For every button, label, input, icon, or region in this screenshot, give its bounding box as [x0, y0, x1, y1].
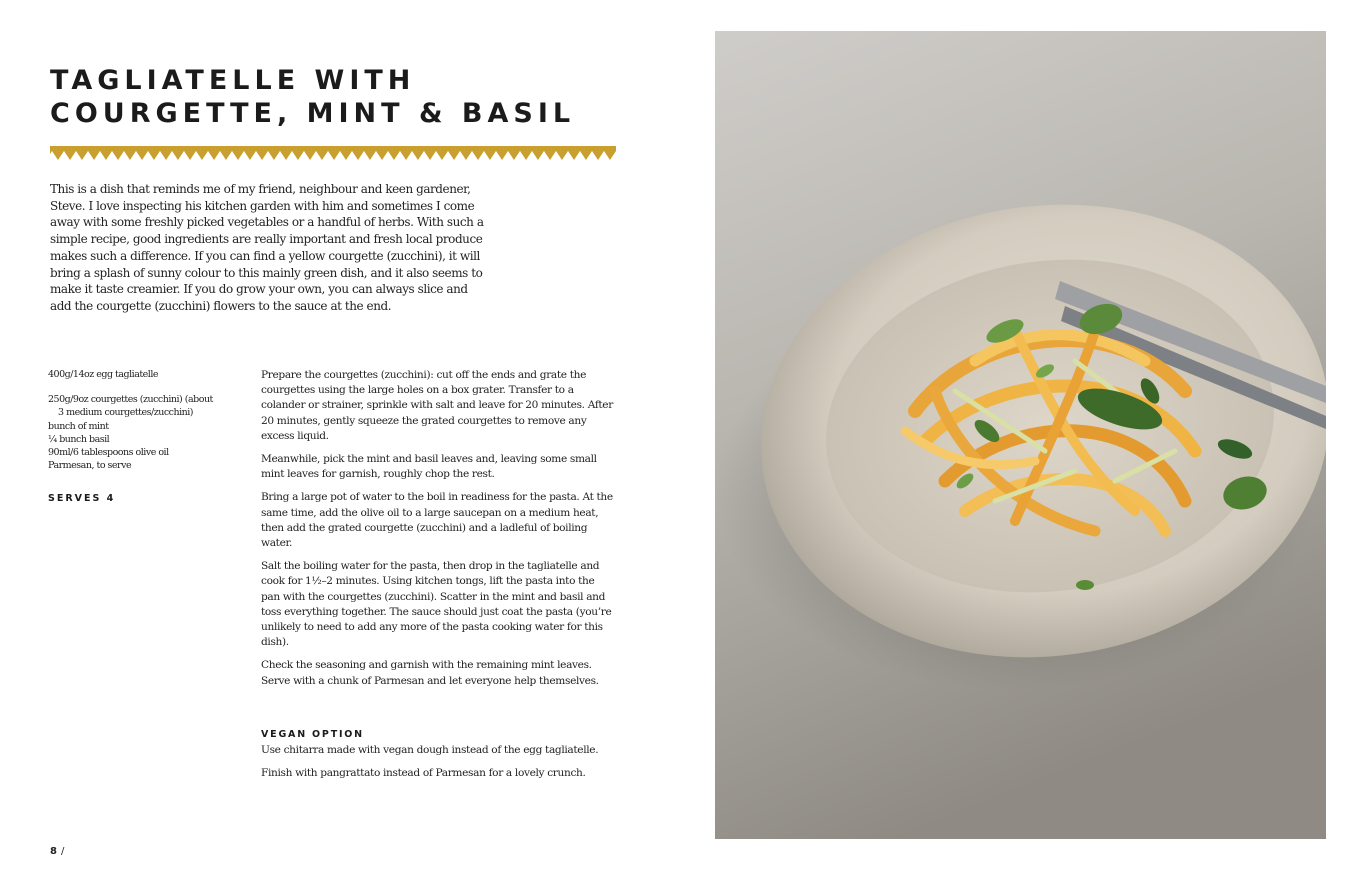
method-step: Check the seasoning and garnish with the remaining mint leaves. Serve with a chunk of Parmesan and let everyone help themselves. — [261, 659, 599, 687]
serves-label: SERVES 4 — [48, 493, 116, 504]
ingredient-item: 250g/9oz courgettes (zucchini) (about — [48, 394, 213, 406]
ingredients-list — [48, 368, 248, 472]
ingredient-item: 400g/14oz egg tagliatelle — [48, 369, 158, 380]
ingredient-item: bunch of mint — [48, 420, 109, 432]
method-steps — [261, 368, 613, 697]
page-number: 8 — [50, 846, 57, 857]
vegan-option-heading: VEGAN OPTION — [261, 729, 364, 740]
vegan-step: Finish with pangrattato instead of Parmesan for a lovely crunch. — [261, 767, 586, 780]
zigzag-divider — [50, 146, 616, 160]
method-step: Bring a large pot of water to the boil in readiness for the pasta. At the same time, add the olive oil to a large saucepan on a medium heat, then add the grated courgette (zucchini) and a ladleful of boiling water. — [261, 491, 613, 550]
title-line-2: COURGETTE, MINT & BASIL — [50, 98, 576, 129]
method-step: Salt the boiling water for the pasta, then drop in the tagliatelle and cook for 1½–2 minutes. Using kitchen tongs, lift the pasta into the pan with the courgettes (zucchini). Scatter in the mint and basil and toss everything together. The sauce should just coat the pasta (you’re unlikely to need to add any more of the pasta cooking water for this dish). — [261, 560, 612, 649]
right-page — [676, 0, 1352, 870]
vegan-step: Use chitarra made with vegan dough instead of the egg tagliatelle. — [261, 744, 599, 756]
pasta-dish-photo — [715, 31, 1326, 839]
ingredient-item: ¼ bunch basil — [48, 433, 110, 445]
ingredient-item: Parmesan, to serve — [48, 460, 132, 472]
folio-separator: / — [60, 846, 65, 857]
ingredient-item: 3 medium courgettes/zucchini) — [58, 407, 193, 419]
method-step: Prepare the courgettes (zucchini): cut off the ends and grate the courgettes using the large holes on a box grater. Transfer to a colander or strainer, sprinkle with salt and leave for 20 minutes. After 20 minutes, gently squeeze the grated courgettes to remove any excess liquid. — [261, 369, 613, 442]
intro-paragraph: This is a dish that reminds me of my friend, neighbour and keen gardener, Steve. I love inspecting his kitchen garden with him and sometimes I come away with some freshly picked vegetables or a handful of herbs. With such a simple recipe, good ingredients are really important and fresh local produce makes such a difference. If you can find a yellow courgette (zucchini), it will bring a splash of sunny colour to this mainly green dish, and it also seems to make it taste creamier. If you do grow your own, you can always slice and add the courgette (zucchini) flowers to the sauce at the end. — [50, 182, 484, 313]
title-line-1: TAGLIATELLE WITH — [50, 65, 416, 96]
vegan-option-text — [261, 743, 613, 789]
method-step: Meanwhile, pick the mint and basil leaves and, leaving some small mint leaves for garnish, roughly chop the rest. — [261, 453, 597, 481]
ingredient-item: 90ml/6 tablespoons olive oil — [48, 447, 169, 459]
recipe-title — [50, 64, 575, 130]
page-folio — [50, 846, 64, 857]
